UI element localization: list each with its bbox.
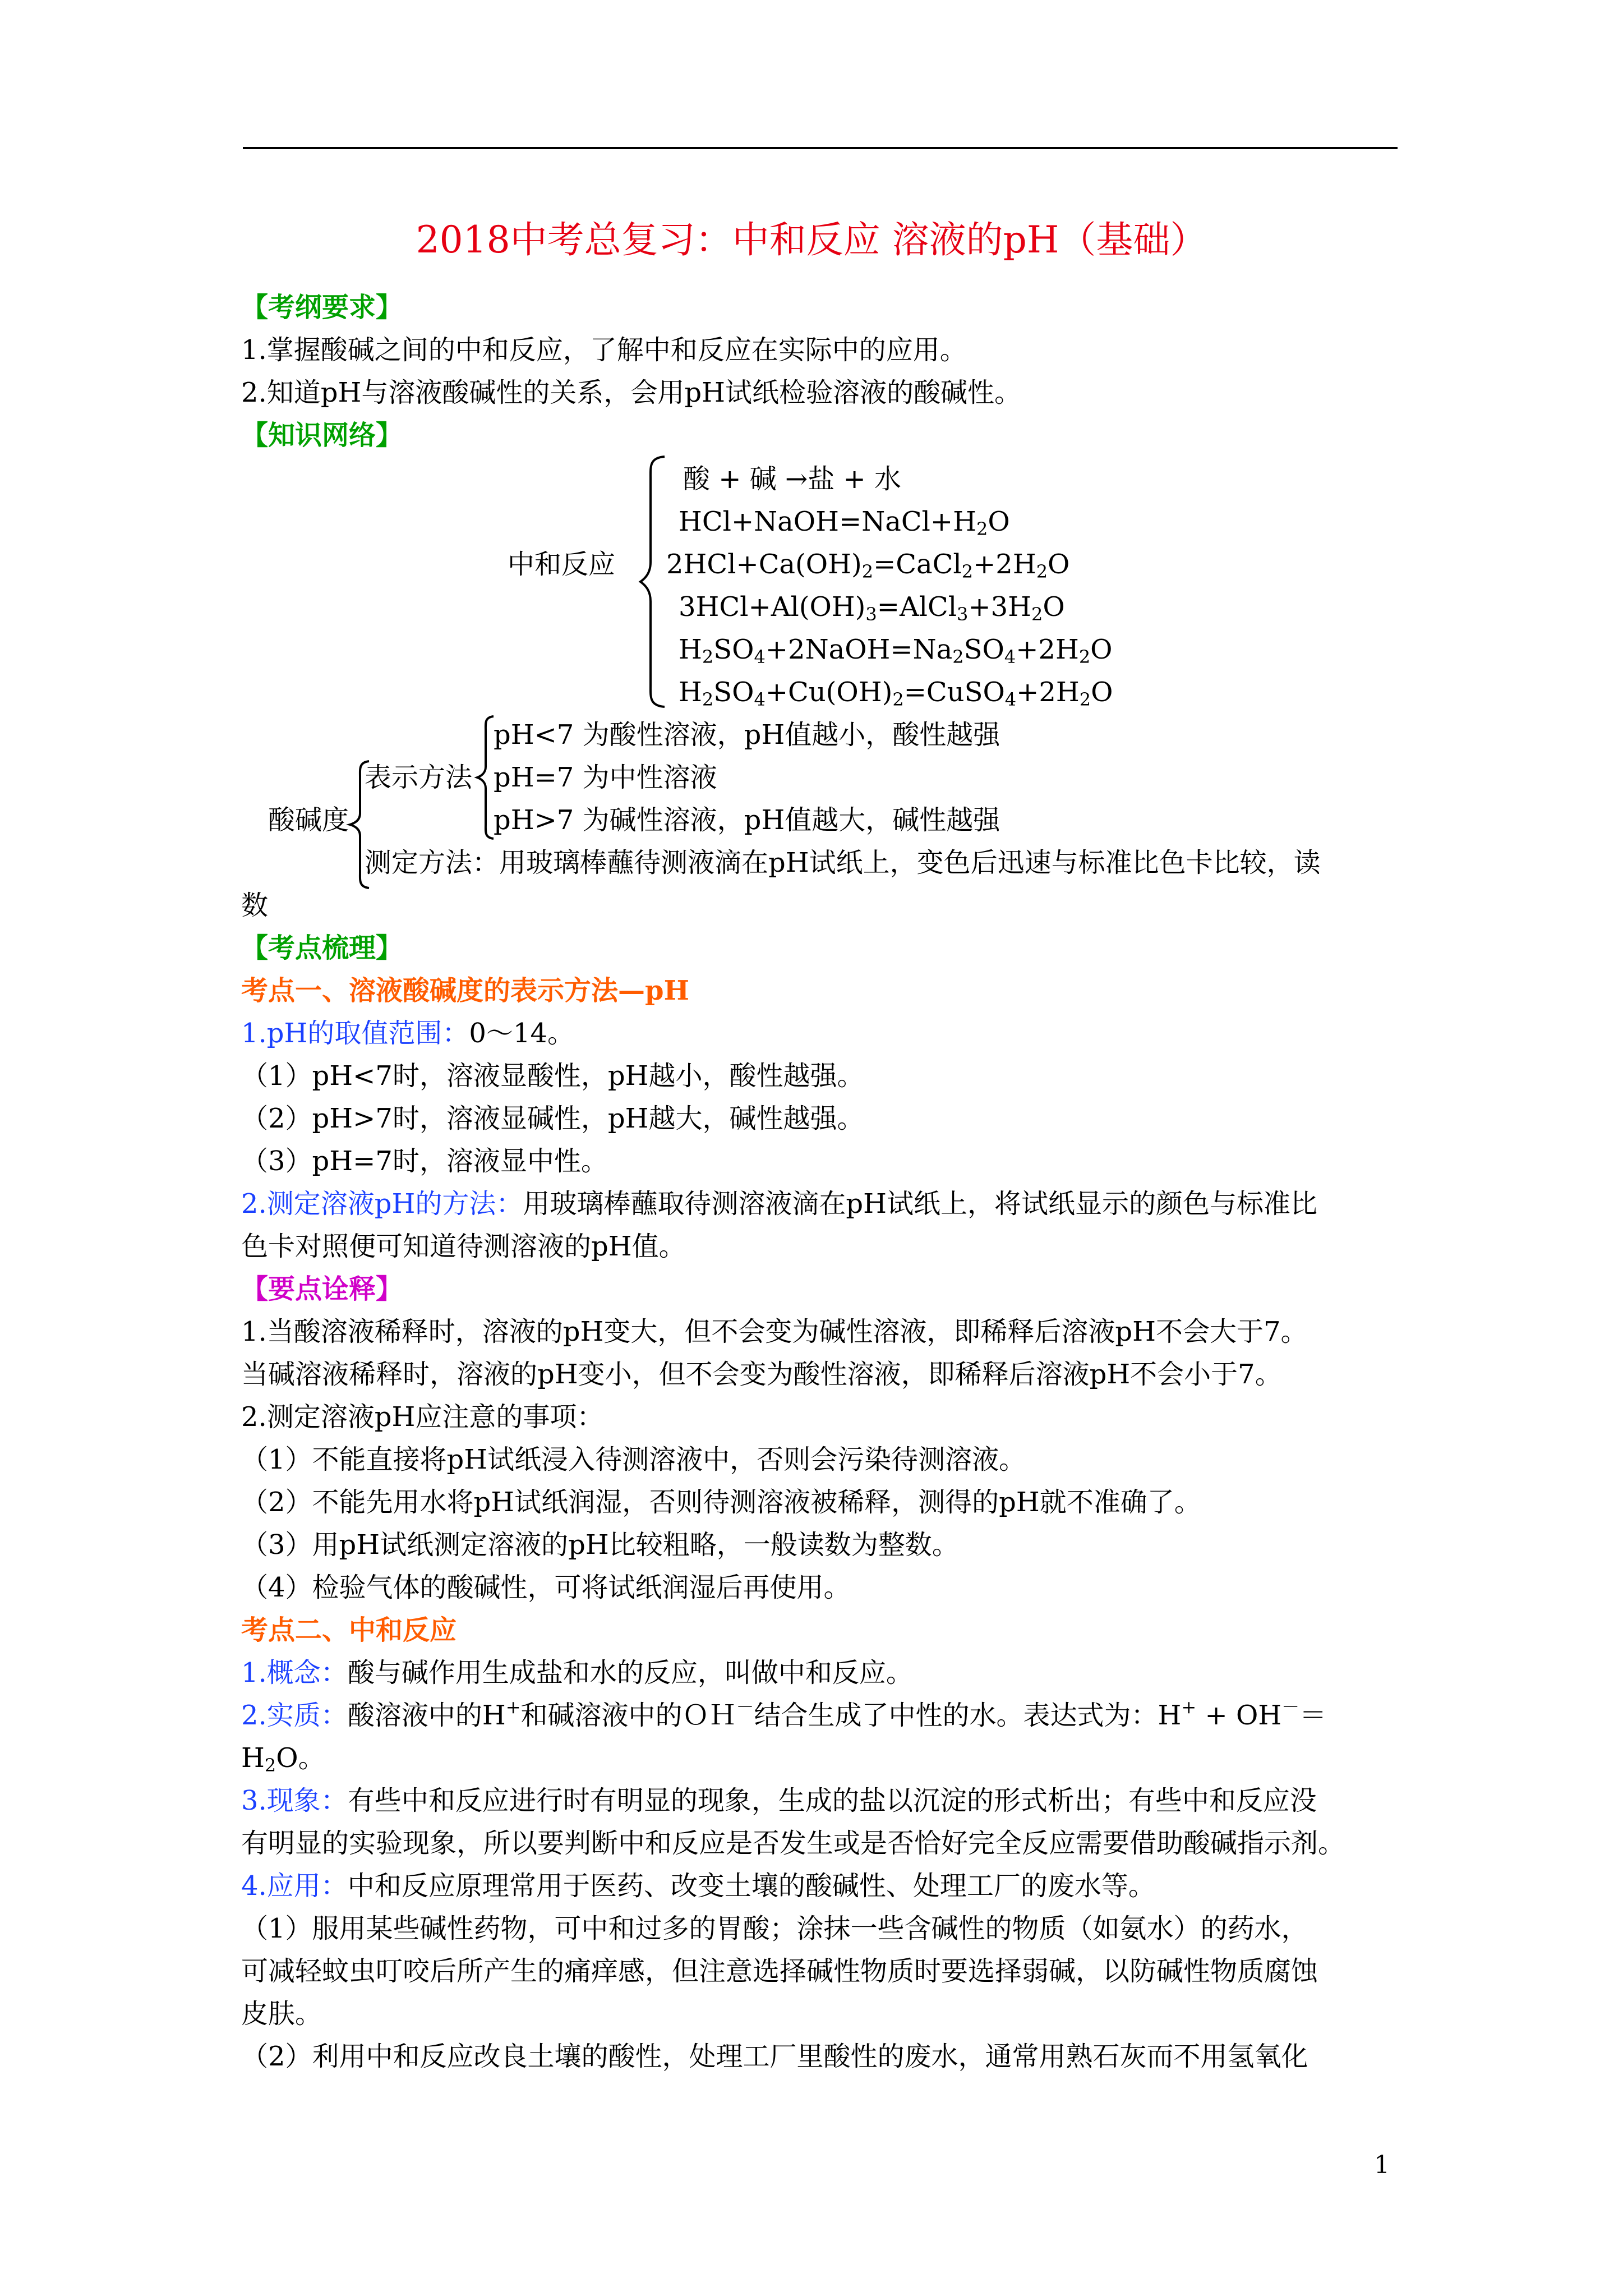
essence-text-a: 酸溶液中的H	[347, 1700, 506, 1731]
application-label: 4.应用：	[241, 1870, 348, 1902]
application-1-line1: （1）服用某些碱性药物，可中和过多的胃酸；涂抹一些含碱性的物质（如氨水）的药水，	[241, 1913, 1308, 1944]
ph-range-label: 1.pH的取值范围：	[241, 1018, 469, 1049]
ph-range-line	[241, 1012, 1419, 1055]
note-line-2: 当碱溶液稀释时，溶液的pH变小，但不会变为酸性溶液，即稀释后溶液pH不会小于7。	[241, 1359, 1282, 1390]
section-heading-network: 【知识网络】	[241, 420, 403, 451]
concept-text: 酸与碱作用生成盐和水的反应，叫做中和反应。	[347, 1657, 913, 1688]
express-method-label: 表示方法	[365, 762, 473, 793]
point-one-title: 考点一、溶液酸碱度的表示方法—pH	[241, 975, 689, 1006]
concept-label: 1.概念：	[241, 1657, 348, 1688]
note-line-7: （4）检验气体的酸碱性，可将试纸润湿后再使用。	[241, 1572, 851, 1603]
section-heading-notes: 【要点诠释】	[241, 1273, 403, 1305]
ph-measure-line2: 色卡对照便可知道待测溶液的pH值。	[241, 1231, 686, 1262]
requirement-1: 1.掌握酸碱之间的中和反应，了解中和反应在实际中的应用。	[241, 334, 967, 366]
phenomenon-text: 有些中和反应进行时有明显的现象，生成的盐以沉淀的形式析出；有些中和反应没	[347, 1785, 1317, 1816]
application-text: 中和反应原理常用于医药、改变土壤的酸碱性、处理工厂的废水等。	[347, 1870, 1155, 1902]
equation-hcl-naoh: $HCl+NaOH=NaCl+H_2O$	[679, 506, 1010, 540]
ph-measure-text: 用玻璃棒蘸取待测溶液滴在pH试纸上，将试纸显示的颜色与标准比	[523, 1188, 1317, 1220]
essence-text-c: 结合生成了中性的水。表达式为：H	[754, 1700, 1182, 1731]
note-line-1: 1.当酸溶液稀释时，溶液的pH变大，但不会变为碱性溶液，即稀释后溶液pH不会大于7。	[241, 1316, 1308, 1347]
ph-less-than-7: pH<7 为酸性溶液，pH值越小，酸性越强	[494, 719, 1000, 751]
phenomenon-label: 3.现象：	[241, 1785, 348, 1816]
page-title: 2018中考总复习：中和反应 溶液的pH（基础）	[416, 218, 1207, 261]
section-heading-points: 【考点梳理】	[241, 932, 403, 964]
point-two-title: 考点二、中和反应	[241, 1614, 457, 1646]
neutralization-label: 中和反应	[508, 549, 616, 580]
ph-basic-item: （2）pH>7时，溶液显碱性，pH越大，碱性越强。	[241, 1103, 864, 1134]
ph-equal-7: pH=7 为中性溶液	[494, 762, 717, 793]
ph-neutral-item: （3）pH=7时，溶液显中性。	[241, 1145, 608, 1177]
essence-line: 2.实质：酸溶液中的H+和碱溶液中的ＯＨ－结合生成了中性的水。表达式为：H+ + OH－＝	[241, 1696, 1327, 1731]
essence-text-b: 和碱溶液中的ＯＨ	[520, 1700, 736, 1731]
equation-h2so4-naoh: $H_2SO_4+2NaOH=Na_2SO_4+2H_2O$	[679, 634, 1113, 668]
ph-measure-label: 2.测定溶液pH的方法：	[241, 1188, 523, 1220]
neutral-general: 酸 + 碱 →盐 + 水	[683, 463, 901, 495]
ph-greater-than-7: pH>7 为碱性溶液，pH值越大，碱性越强	[494, 804, 1000, 836]
equation-hcl-caoh2: $2HCl+Ca(OH)_2=CaCl_2+2H_2O$	[666, 549, 1070, 582]
concept-line	[241, 1651, 1419, 1694]
ph-label: 酸碱度	[268, 804, 349, 836]
essence-label: 2.实质：	[241, 1700, 348, 1731]
essence-text-2: O。	[276, 1742, 325, 1774]
application-1-line2: 可减轻蚊虫叮咬后所产生的痛痒感，但注意选择碱性物质时要选择弱碱，以防碱性物质腐蚀	[241, 1955, 1318, 1987]
equation-h2so4-cuoh2: $H_2SO_4+Cu(OH)_2=CuSO_4+2H_2O$	[679, 677, 1113, 710]
essence-text-d: + OH	[1196, 1700, 1282, 1731]
ph-measure-line1	[241, 1182, 1419, 1225]
page-number: 1	[1374, 2151, 1390, 2179]
ph-acidic-item: （1）pH<7时，溶液显酸性，pH越小，酸性越强。	[241, 1060, 864, 1092]
note-line-3: 2.测定溶液pH应注意的事项：	[241, 1401, 604, 1433]
requirement-2: 2.知道pH与溶液酸碱性的关系，会用pH试纸检验溶液的酸碱性。	[241, 377, 1021, 408]
phenomenon-line1	[241, 1779, 1419, 1822]
note-line-6: （3）用pH试纸测定溶液的pH比较粗略，一般读数为整数。	[241, 1529, 959, 1561]
phenomenon-line2: 有明显的实验现象，所以要判断中和反应是否发生或是否恰好完全反应需要借助酸碱指示剂。	[241, 1828, 1345, 1859]
ph-range-value: 0～14。	[469, 1018, 575, 1049]
section-heading-kaogang: 【考纲要求】	[241, 292, 403, 323]
application-line	[241, 1865, 1419, 1907]
header-rule	[243, 147, 1398, 149]
application-1-line3: 皮肤。	[241, 1998, 322, 2030]
equation-hcl-aloh3: $3HCl+Al(OH)_3=AlCl_3+3H_2O$	[679, 591, 1065, 625]
note-line-5: （2）不能先用水将pH试纸润湿，否则待测溶液被稀释，测得的pH就不准确了。	[241, 1487, 1201, 1518]
measure-method-line1: 测定方法：用玻璃棒蘸待测液滴在pH试纸上，变色后迅速与标准比色卡比较，读	[365, 847, 1321, 878]
essence-text-e: ＝	[1299, 1700, 1327, 1731]
essence-line2: $H_2O$。	[241, 1742, 325, 1776]
note-line-4: （1）不能直接将pH试纸浸入待测溶液中，否则会污染待测溶液。	[241, 1444, 1026, 1475]
measure-method-line2: 数	[241, 890, 269, 921]
application-2-line1: （2）利用中和反应改良土壤的酸性，处理工厂里酸性的废水，通常用熟石灰而不用氢氧化	[241, 2041, 1308, 2072]
